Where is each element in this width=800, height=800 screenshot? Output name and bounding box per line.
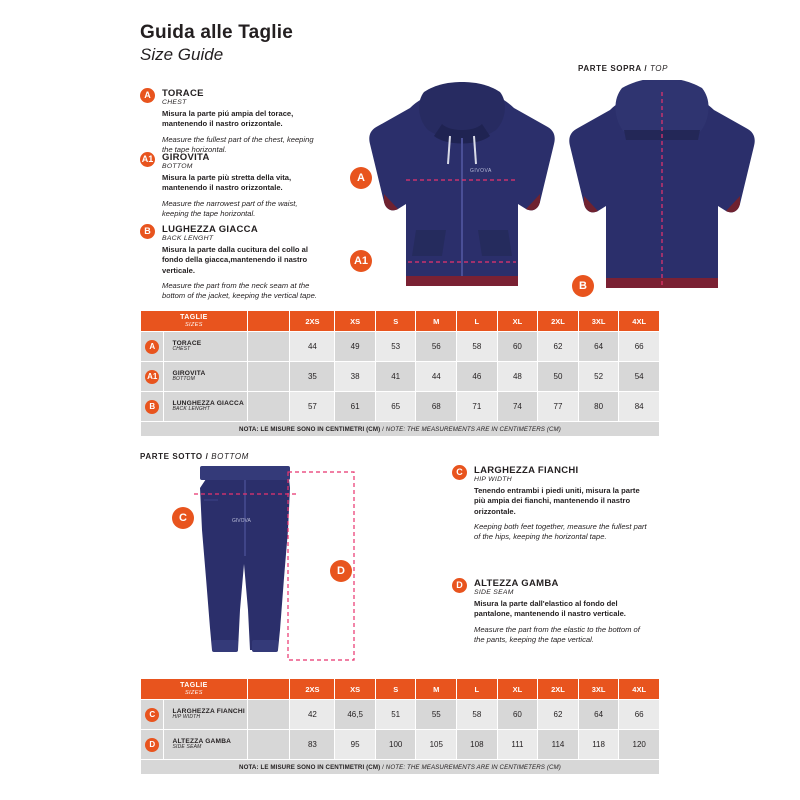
badge-a1: A1: [140, 152, 155, 167]
corner-en: SIZES: [184, 689, 203, 696]
cell-value: 48: [497, 362, 538, 392]
zone-label-top-en: TOP: [649, 64, 669, 73]
cell-value: 95: [335, 730, 376, 760]
size-header-4xl: 4XL: [619, 679, 660, 700]
definition-desc-en: Measure the fullest part of the chest, keeping the tape horizontal.: [162, 134, 314, 154]
table-note-row: [141, 422, 660, 437]
row-label-waist: [164, 362, 247, 392]
illustration-badge-a1: A1: [350, 250, 372, 272]
brand-logo-pants: GIVOVA: [232, 518, 251, 524]
definition-desc-it: Misura la parte piú ampia del torace, mantenendo il nastro orizzontale.: [162, 109, 294, 129]
definition-desc-en: Keeping both feet together, measure the fullest part of the hips, keeping the horizontal tape.: [474, 521, 647, 541]
zone-label-bottom-en: BOTTOM: [211, 452, 249, 461]
size-header-s: S: [375, 679, 416, 700]
cell-value: 66: [619, 332, 660, 362]
size-table-top: [140, 310, 660, 437]
definition-desc-it: Misura la parte dall'elastico al fondo del pantalone, mantenendo il nastro verticale.: [474, 599, 626, 619]
definition-side-seam: [452, 578, 649, 645]
definition-name-it: LUGHEZZA GIACCA: [162, 224, 258, 235]
cell-value: 41: [375, 362, 416, 392]
corner-it: TAGLIE: [180, 682, 208, 690]
cell-value: 35: [290, 362, 335, 392]
row-label-it: ALTEZZA GAMBA: [172, 737, 232, 745]
note-sep: /: [380, 425, 386, 433]
cell-value: 100: [375, 730, 416, 760]
cell-value: 54: [619, 362, 660, 392]
cell-value: 64: [578, 332, 619, 362]
size-header-xs: XS: [335, 679, 376, 700]
table-corner-label: [141, 679, 248, 700]
illustration-badge-a: A: [350, 167, 372, 189]
title-italian: Guida alle Taglie: [140, 22, 293, 43]
header-spacer: [247, 311, 290, 332]
definition-desc-en: Measure the part from the elastic to the bottom of the pants, keeping the tape vertical.: [474, 624, 640, 644]
row-label-en: SIDE SEAM: [172, 744, 202, 751]
definition-chest: [140, 88, 322, 155]
note-en: NOTE: THE MEASUREMENTS ARE IN CENTIMETERS (CM): [385, 425, 561, 433]
cell-value: 114: [538, 730, 579, 760]
definition-hip-width: [452, 465, 649, 542]
zone-label-sep: /: [641, 64, 650, 73]
cell-value: 62: [538, 700, 579, 730]
badge-a: A: [145, 340, 159, 354]
size-header-l: L: [457, 311, 498, 332]
note-it: NOTA: LE MISURE SONO IN CENTIMETRI (CM): [239, 425, 381, 433]
cell-value: 55: [416, 700, 457, 730]
table-row: [141, 392, 660, 422]
definition-name-en: SIDE SEAM: [474, 589, 514, 596]
cell-value: 53: [375, 332, 416, 362]
definition-name-it: LARGHEZZA FIANCHI: [474, 465, 579, 476]
cell-value: 62: [538, 332, 579, 362]
hoodie-svg: [350, 80, 790, 310]
size-table-top-header-row: [141, 311, 660, 332]
definition-name-en: BOTTOM: [162, 163, 193, 170]
definition-desc-en: Measure the narrowest part of the waist, keeping the tape horizontal.: [162, 198, 298, 218]
size-header-m: M: [416, 311, 457, 332]
cell-value: 56: [416, 332, 457, 362]
definition-name-it: ALTEZZA GAMBA: [474, 578, 559, 589]
row-badge-cell: [141, 700, 164, 730]
illustration-badge-d: D: [330, 560, 352, 582]
row-spacer: [247, 362, 290, 392]
size-header-3xl: 3XL: [578, 311, 619, 332]
row-spacer: [247, 730, 290, 760]
corner-en: SIZES: [184, 321, 203, 328]
zone-label-top-it: PARTE SOPRA: [578, 64, 642, 73]
definition-desc-it: Misura la parte dalla cucitura del collo al fondo della giacca,mantenendo il nastro verticale.: [162, 245, 309, 275]
zone-label-sep: /: [202, 452, 212, 461]
definition-desc-it: Tenendo entrambi i piedi uniti, misura la parte più ampia dei fianchi, mantenendo il nastro orizzontale.: [474, 486, 640, 516]
row-label-chest: [164, 332, 247, 362]
row-badge-cell: [141, 392, 164, 422]
cell-value: 44: [416, 362, 457, 392]
cell-value: 83: [290, 730, 335, 760]
header-spacer: [247, 679, 290, 700]
cell-value: 42: [290, 700, 335, 730]
cell-value: 58: [457, 332, 498, 362]
pants-svg: [180, 460, 410, 675]
badge-b: B: [140, 224, 155, 239]
size-header-2xl: 2XL: [538, 311, 579, 332]
row-label-en: BOTTOM: [172, 376, 195, 383]
definition-name-en: HIP WIDTH: [474, 476, 512, 483]
cell-value: 46: [457, 362, 498, 392]
badge-d: D: [452, 578, 467, 593]
corner-it: TAGLIE: [180, 314, 208, 322]
cell-value: 74: [497, 392, 538, 422]
size-header-2xs: 2XS: [290, 679, 335, 700]
cell-value: 60: [497, 700, 538, 730]
cell-value: 61: [335, 392, 376, 422]
cell-value: 58: [457, 700, 498, 730]
cell-value: 105: [416, 730, 457, 760]
row-label-side-seam: [164, 730, 247, 760]
cell-value: 38: [335, 362, 376, 392]
badge-a1: A1: [145, 370, 159, 384]
size-header-4xl: 4XL: [619, 311, 660, 332]
row-spacer: [247, 700, 290, 730]
table-corner-label: [141, 311, 248, 332]
definition-name-en: BACK LENGHT: [162, 235, 214, 242]
table-row: [141, 730, 660, 760]
table-note-bottom: [141, 760, 660, 775]
row-label-en: CHEST: [172, 346, 191, 353]
row-label-it: LUNGHEZZA GIACCA: [172, 399, 244, 407]
size-header-3xl: 3XL: [578, 679, 619, 700]
cell-value: 50: [538, 362, 579, 392]
size-header-s: S: [375, 311, 416, 332]
cell-value: 60: [497, 332, 538, 362]
row-badge-cell: [141, 332, 164, 362]
zone-label-bottom-it: PARTE SOTTO: [140, 452, 203, 461]
page-title: [140, 22, 293, 65]
cell-value: 71: [457, 392, 498, 422]
row-badge-cell: [141, 362, 164, 392]
cell-value: 80: [578, 392, 619, 422]
pants-illustration: [180, 460, 410, 675]
row-label-it: LARGHEZZA FIANCHI: [172, 707, 245, 715]
cell-value: 52: [578, 362, 619, 392]
row-label-back-length: [164, 392, 247, 422]
row-label-it: GIROVITA: [172, 369, 206, 377]
badge-b: B: [145, 400, 159, 414]
table-row: [141, 332, 660, 362]
cell-value: 44: [290, 332, 335, 362]
size-header-xl: XL: [497, 679, 538, 700]
row-spacer: [247, 332, 290, 362]
cell-value: 49: [335, 332, 376, 362]
size-table-bottom-header-row: [141, 679, 660, 700]
cell-value: 51: [375, 700, 416, 730]
cell-value: 57: [290, 392, 335, 422]
cell-value: 66: [619, 700, 660, 730]
definition-back-length: [140, 224, 322, 301]
row-label-it: TORACE: [172, 339, 202, 347]
row-label-en: BACK LENGHT: [172, 406, 210, 413]
badge-c: C: [145, 708, 159, 722]
table-note-top: [141, 422, 660, 437]
size-header-xl: XL: [497, 311, 538, 332]
definition-name-it: TORACE: [162, 88, 204, 99]
table-row: [141, 362, 660, 392]
badge-d: D: [145, 738, 159, 752]
cell-value: 65: [375, 392, 416, 422]
hoodie-illustration: [350, 80, 790, 310]
cell-value: 118: [578, 730, 619, 760]
badge-c: C: [452, 465, 467, 480]
row-badge-cell: [141, 730, 164, 760]
illustration-badge-b: B: [572, 275, 594, 297]
cell-value: 108: [457, 730, 498, 760]
cell-value: 84: [619, 392, 660, 422]
size-header-2xl: 2XL: [538, 679, 579, 700]
row-label-en: HIP WIDTH: [172, 714, 201, 721]
size-table-bottom: [140, 678, 660, 775]
definition-waist: [140, 152, 322, 219]
cell-value: 111: [497, 730, 538, 760]
table-note-row: [141, 760, 660, 775]
size-header-m: M: [416, 679, 457, 700]
hoodie-front: [369, 82, 554, 286]
definition-name-it: GIROVITA: [162, 152, 210, 163]
badge-a: A: [140, 88, 155, 103]
row-spacer: [247, 392, 290, 422]
size-header-2xs: 2XS: [290, 311, 335, 332]
illustration-badge-c: C: [172, 507, 194, 529]
cell-value: 68: [416, 392, 457, 422]
cell-value: 46,5: [335, 700, 376, 730]
row-label-hip-width: [164, 700, 247, 730]
zone-label-top: [578, 64, 668, 73]
definition-desc-it: Misura la parte più stretta della vita, mantenendo il nastro orizzontale.: [162, 173, 292, 193]
note-sep: /: [380, 763, 386, 771]
size-header-xs: XS: [335, 311, 376, 332]
cell-value: 120: [619, 730, 660, 760]
brand-logo-front: GIVOVA: [470, 168, 492, 174]
definition-desc-en: Measure the part from the neck seam at the bottom of the jacket, keeping the vertical tape.: [162, 280, 317, 300]
size-header-l: L: [457, 679, 498, 700]
title-english: Size Guide: [140, 45, 224, 64]
table-row: [141, 700, 660, 730]
note-en: NOTE: THE MEASUREMENTS ARE IN CENTIMETERS (CM): [385, 763, 561, 771]
definition-name-en: CHEST: [162, 99, 187, 106]
note-it: NOTA: LE MISURE SONO IN CENTIMETRI (CM): [239, 763, 381, 771]
cell-value: 64: [578, 700, 619, 730]
cell-value: 77: [538, 392, 579, 422]
